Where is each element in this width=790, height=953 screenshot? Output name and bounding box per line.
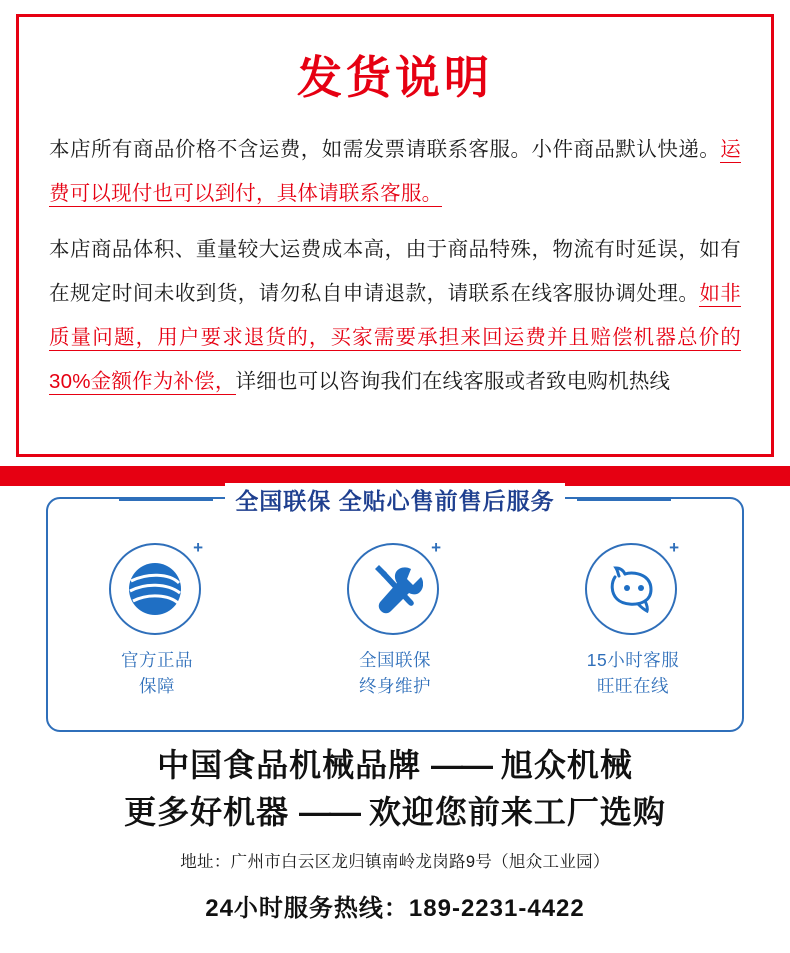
notice-p1-red: 运费可以现付也可以到付，具体请联系客服。 xyxy=(49,138,741,205)
service-items xyxy=(48,499,742,699)
plus-mark: + xyxy=(669,538,679,557)
notice-p1-black: 本店所有商品价格不含运费，如需发票请联系客服。小件商品默认快递。 xyxy=(49,138,721,161)
service-label-authentic xyxy=(77,647,237,699)
service-label-support-line2: 旺旺在线 xyxy=(597,676,669,696)
service-label-warranty-line1: 全国联保 xyxy=(359,650,431,670)
brand-line-1-right: 旭众机械 xyxy=(500,747,633,783)
brand-line-1-left: 中国食品机械品牌 xyxy=(157,747,422,783)
notice-title: 发货说明 xyxy=(296,52,493,103)
notice-p2-red: 如非质量问题，用户要求退货的，买家需要承担来回运费并且赔偿机器总价的30%金额作为补偿， xyxy=(49,282,741,393)
notice-paragraph-2 xyxy=(49,228,741,404)
notice-p2-tail: 详细也可以咨询我们在线客服或者致电购机热线 xyxy=(235,370,671,393)
globe-icon xyxy=(109,538,205,639)
brand-line-1 xyxy=(0,742,790,789)
service-heading-label: 全国联保 全贴心售前售后服务 xyxy=(225,483,564,516)
service-hotline: 24小时服务热线：189-2231-4422 xyxy=(205,895,585,922)
notice-body xyxy=(49,128,741,404)
service-item-support xyxy=(553,538,713,699)
service-guarantee-panel xyxy=(46,488,744,732)
brand-footer xyxy=(0,742,790,923)
heading-rule-right xyxy=(577,499,671,501)
service-label-warranty-line2: 终身维护 xyxy=(359,676,431,696)
service-label-support xyxy=(553,647,713,699)
service-item-authentic xyxy=(77,538,237,699)
service-item-warranty xyxy=(315,538,475,699)
notice-p2-black: 本店商品体积、重量较大运费成本高，由于商品特殊，物流有时延误，如有在规定时间未收到货，请勿私自申请退款，请联系在线客服协调处理。 xyxy=(49,238,741,305)
company-address: 地址：广州市白云区龙归镇南岭龙岗路9号（旭众工业园） xyxy=(180,853,610,871)
service-label-support-line1: 15小时客服 xyxy=(586,650,680,670)
brand-line-2-right: 欢迎您前来工厂选购 xyxy=(368,794,666,830)
heading-rule-left xyxy=(119,499,213,501)
plus-mark: + xyxy=(431,538,441,557)
brand-line-2-left: 更多好机器 xyxy=(124,794,290,830)
service-label-authentic-line1: 官方正品 xyxy=(121,650,193,670)
wangwang-icon xyxy=(585,538,681,639)
plus-mark: + xyxy=(193,538,203,557)
service-label-warranty xyxy=(315,647,475,699)
brand-line-1-dash: —— xyxy=(431,747,491,783)
brand-line-2-dash: —— xyxy=(299,794,359,830)
shipping-notice-panel xyxy=(16,14,774,457)
notice-paragraph-1 xyxy=(49,128,741,216)
tools-icon xyxy=(347,538,443,639)
service-label-authentic-line2: 保障 xyxy=(139,676,175,696)
service-heading xyxy=(48,483,742,516)
brand-line-2 xyxy=(0,789,790,836)
